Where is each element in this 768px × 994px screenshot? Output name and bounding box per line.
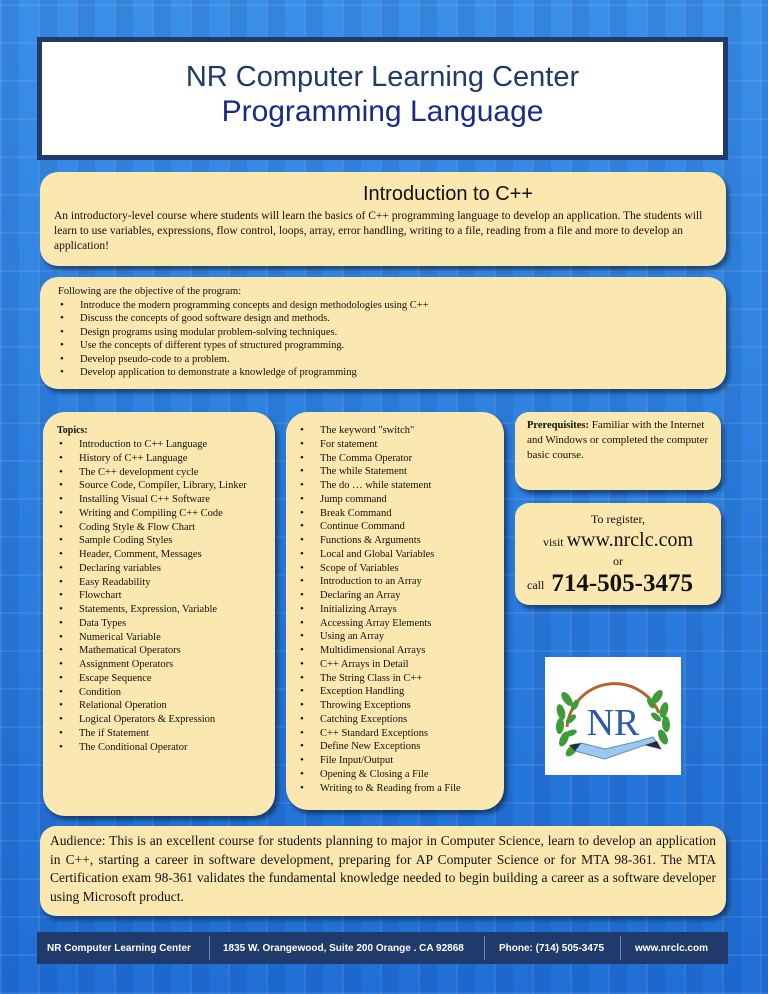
objectives-list xyxy=(58,299,712,380)
objectives-lead: Following are the objective of the program: xyxy=(58,286,242,297)
topic-item: • Logical Operators & Expression xyxy=(57,713,261,727)
topic-item: • Introduction to C++ Language xyxy=(57,438,261,452)
logo-emblem-icon xyxy=(545,657,681,775)
footer-divider xyxy=(484,936,485,960)
topic-item: • Opening & Closing a File xyxy=(298,768,496,782)
topic-item: • Exception Handling xyxy=(298,685,496,699)
topic-item: • File Input/Output xyxy=(298,754,496,768)
visit-label: visit xyxy=(542,535,564,549)
prerequisites-label: Prerequisites: xyxy=(527,420,590,431)
topic-item: • Escape Sequence xyxy=(57,672,261,686)
objective-item: • Introduce the modern programming concepts and design methodologies using C++ xyxy=(58,299,712,313)
topic-item: • Continue Command xyxy=(298,520,496,534)
call-label: call xyxy=(527,578,545,592)
footer-phone: Phone: (714) 505-3475 xyxy=(499,943,605,954)
topic-item: • C++ Arrays in Detail xyxy=(298,658,496,672)
topic-item: • Condition xyxy=(57,686,261,700)
register-line: To register, xyxy=(591,512,645,526)
topics-card-1 xyxy=(43,412,275,816)
topics-list-2 xyxy=(298,424,496,795)
topic-item: • Declaring variables xyxy=(57,562,261,576)
logo-text: NR xyxy=(586,702,640,744)
topic-item: • Coding Style & Flow Chart xyxy=(57,521,261,535)
footer-divider xyxy=(620,936,621,960)
topic-item: • The C++ development cycle xyxy=(57,466,261,480)
topic-item: • Easy Readability xyxy=(57,576,261,590)
topic-item: • Mathematical Operators xyxy=(57,644,261,658)
topic-item: • The Comma Operator xyxy=(298,452,496,466)
objectives-card xyxy=(40,277,726,389)
objective-item: • Develop application to demonstrate a knowledge of programming xyxy=(58,366,712,380)
topic-item: • Scope of Variables xyxy=(298,562,496,576)
topic-item: • The while Statement xyxy=(298,465,496,479)
topic-item: • Statements, Expression, Variable xyxy=(57,603,261,617)
prerequisites-body: Familiar with the Internet and Windows or completed the computer basic course. xyxy=(527,419,709,461)
topic-item: • Functions & Arguments xyxy=(298,534,496,548)
or-label: or xyxy=(613,554,623,568)
objective-item: • Develop pseudo-code to a problem. xyxy=(58,353,712,367)
objective-item: • Discuss the concepts of good software design and methods. xyxy=(58,312,712,326)
topic-item: • Local and Global Variables xyxy=(298,548,496,562)
program-title: Programming Language xyxy=(221,95,544,128)
topic-item: • Relational Operation xyxy=(57,699,261,713)
title-box xyxy=(37,37,728,160)
register-card xyxy=(515,503,721,605)
topics-card-2 xyxy=(286,412,504,810)
footer-divider xyxy=(209,936,210,960)
topic-item: • The keyword "switch" xyxy=(298,424,496,438)
topic-item: • Sample Coding Styles xyxy=(57,534,261,548)
objective-item: • Use the concepts of different types of structured programming. xyxy=(58,339,712,353)
topic-item: • The Conditional Operator xyxy=(57,741,261,755)
topic-item: • Numerical Variable xyxy=(57,631,261,645)
topic-item: • Accessing Array Elements xyxy=(298,617,496,631)
prerequisites-text xyxy=(527,418,711,463)
topic-item: • For statement xyxy=(298,438,496,452)
topic-item: • Throwing Exceptions xyxy=(298,699,496,713)
footer-address: 1835 W. Orangewood, Suite 200 Orange . CA 92868 xyxy=(223,943,464,954)
audience-card xyxy=(40,826,726,916)
center-name: NR Computer Learning Center xyxy=(185,61,580,93)
phone-number[interactable]: 714-505-3475 xyxy=(551,570,693,597)
topic-item: • The do … while statement xyxy=(298,479,496,493)
footer-website[interactable]: www.nrclc.com xyxy=(635,943,708,954)
topic-item: • Data Types xyxy=(57,617,261,631)
topic-item: • The if Statement xyxy=(57,727,261,741)
topic-item: • The String Class in C++ xyxy=(298,672,496,686)
topic-item: • Break Command xyxy=(298,507,496,521)
website-link[interactable]: www.nrclc.com xyxy=(566,529,694,551)
topic-item: • Define New Exceptions xyxy=(298,740,496,754)
topic-item: • Writing and Compiling C++ Code xyxy=(57,507,261,521)
topic-item: • Initializing Arrays xyxy=(298,603,496,617)
topic-item: • Flowchart xyxy=(57,589,261,603)
topics-list-1 xyxy=(57,438,261,754)
topic-item: • Jump command xyxy=(298,493,496,507)
topic-item: • C++ Standard Exceptions xyxy=(298,727,496,741)
footer-name: NR Computer Learning Center xyxy=(47,943,191,954)
nr-logo xyxy=(545,657,681,775)
topic-item: • History of C++ Language xyxy=(57,452,261,466)
topic-item: • Multidimensional Arrays xyxy=(298,644,496,658)
footer-bar xyxy=(37,932,728,964)
topic-item: • Catching Exceptions xyxy=(298,713,496,727)
phone-row xyxy=(525,569,711,600)
objective-item: • Design programs using modular problem-solving techniques. xyxy=(58,326,712,340)
topics-heading: Topics: xyxy=(57,425,88,436)
topic-item: • Introduction to an Array xyxy=(298,575,496,589)
topic-item: • Writing to & Reading from a File xyxy=(298,782,496,796)
prerequisites-card xyxy=(515,412,721,490)
audience-text: Audience: This is an excellent course for students planning to major in Computer Science, learn to develop an application in C++, starting a career in software development, preparing for AP Computer Science or for MTA 98-361. The MTA Certification exam 98-361 validates the fundamental knowledge needed to begin building a career as a software developer using Microsoft product. xyxy=(50,833,716,904)
topic-item: • Source Code, Compiler, Library, Linker xyxy=(57,479,261,493)
course-description: An introductory-level course where students will learn the basics of C++ programming language to develop an application. The students will learn to use variables, expressions, flow control, loops, array, error handling, writing to a file, reading from a file and more to develop an application! xyxy=(54,210,703,252)
topic-item: • Installing Visual C++ Software xyxy=(57,493,261,507)
topic-item: • Declaring an Array xyxy=(298,589,496,603)
course-title: Introduction to C++ xyxy=(362,183,534,205)
topic-item: • Assignment Operators xyxy=(57,658,261,672)
topic-item: • Header, Comment, Messages xyxy=(57,548,261,562)
intro-card xyxy=(40,172,726,266)
website-row xyxy=(525,529,711,553)
topic-item: • Using an Array xyxy=(298,630,496,644)
